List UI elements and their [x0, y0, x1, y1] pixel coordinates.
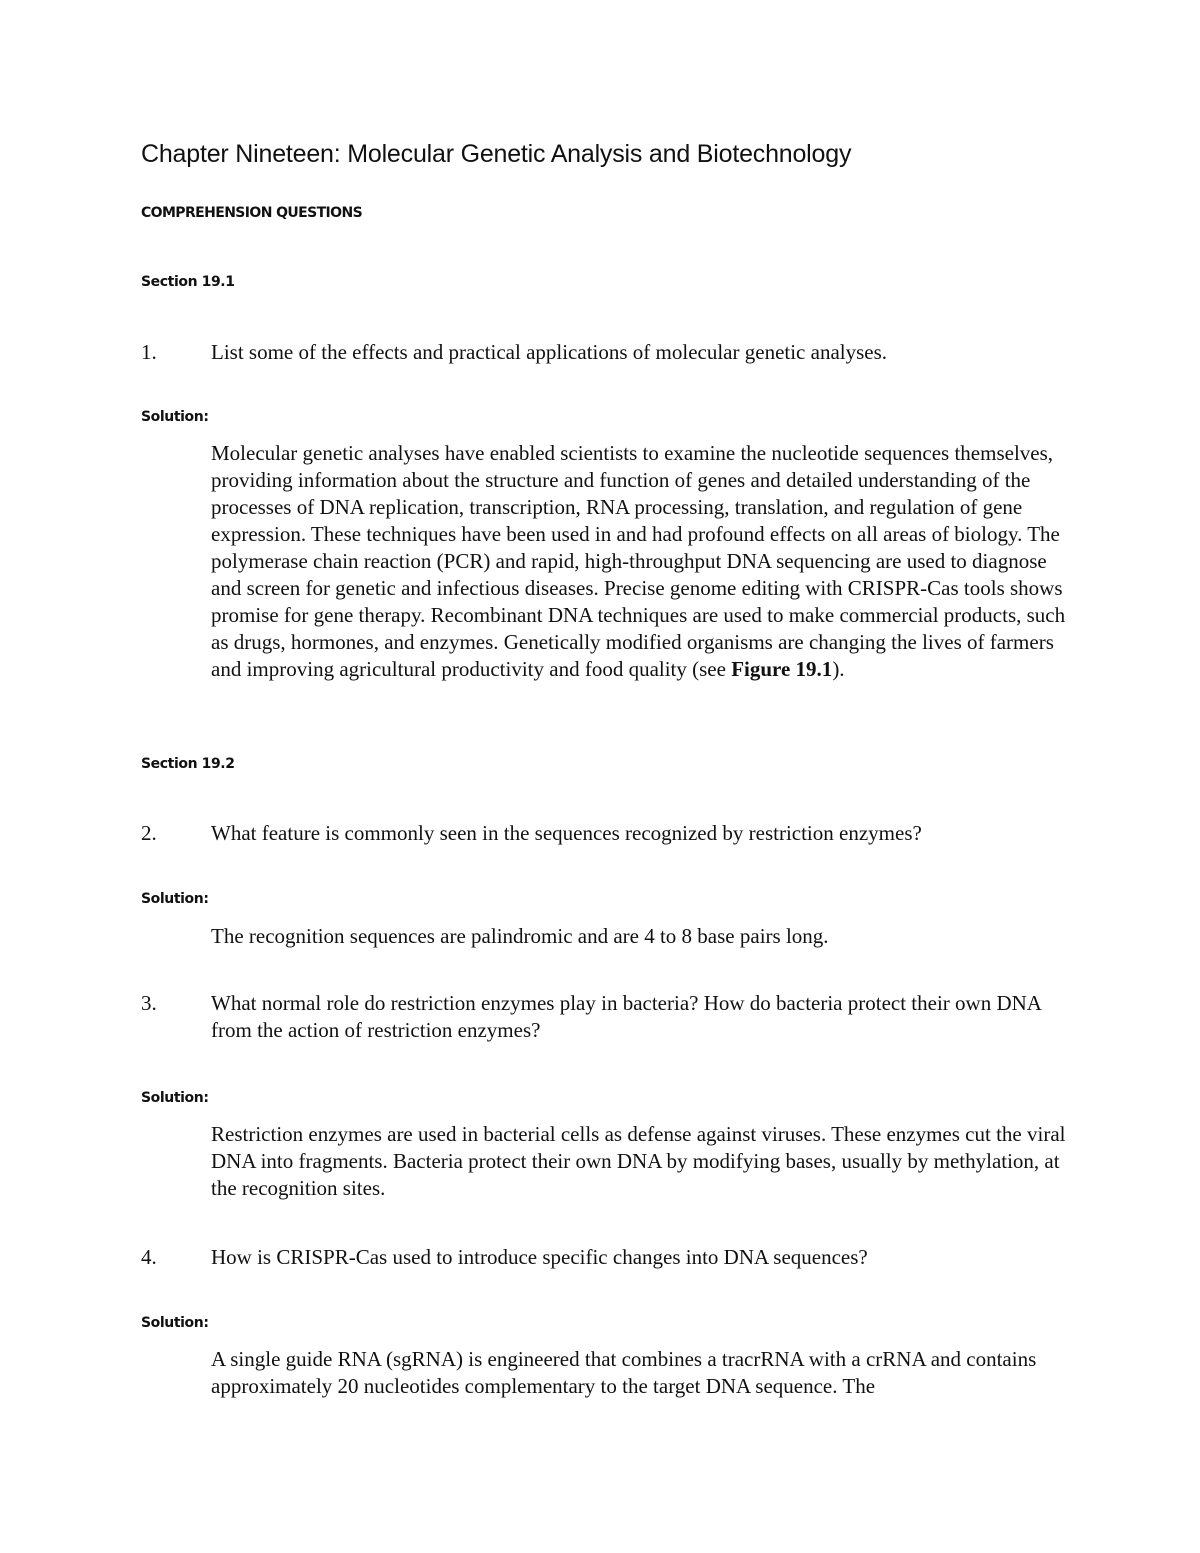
solution-1-text-end: ). — [832, 657, 845, 681]
section-19-2-label: Section 19.2 — [141, 756, 235, 772]
solution-2-label: Solution: — [141, 891, 209, 907]
solution-2-text: The recognition sequences are palindromic and are 4 to 8 base pairs long. — [211, 924, 829, 948]
solution-3-text: Restriction enzymes are used in bacterial cells as defense against viruses. These enzymes cut the viral DNA into fragments. Bacteria protect their own DNA by modifying bases, usually by methylation, at the recognition sites. — [211, 1122, 1066, 1200]
solution-3-label: Solution: — [141, 1090, 209, 1106]
solution-1-text — [211, 440, 1071, 683]
question-3-text: What normal role do restriction enzymes play in bacteria? How do bacteria protect their own DNA from the action of restriction enzymes? — [211, 991, 1041, 1042]
comprehension-questions-heading: COMPREHENSION QUESTIONS — [141, 205, 363, 221]
question-1-text: List some of the effects and practical applications of molecular genetic analyses. — [211, 340, 888, 364]
chapter-title: Chapter Nineteen: Molecular Genetic Analysis and Biotechnology — [141, 140, 852, 168]
solution-4-label: Solution: — [141, 1315, 209, 1331]
question-4-text: How is CRISPR-Cas used to introduce specific changes into DNA sequences? — [211, 1245, 868, 1269]
question-2-text: What feature is commonly seen in the sequences recognized by restriction enzymes? — [211, 821, 922, 845]
section-19-1-label: Section 19.1 — [141, 274, 235, 290]
question-1-number: 1. — [141, 340, 157, 364]
question-4-number: 4. — [141, 1245, 157, 1269]
solution-1-label: Solution: — [141, 409, 209, 425]
solution-1-text-main: Molecular genetic analyses have enabled scientists to examine the nucleotide sequences themselves, providing information about the structure and function of genes and detailed understanding of the processes of DNA replication, transcription, RNA processing, translation, and regulation of gene expression. These techniques have been used in and had profound effects on all areas of biology. The polymerase chain reaction (PCR) and rapid, high-throughput DNA sequencing are used to diagnose and screen for genetic and infectious diseases. Precise genome editing with CRISPR-Cas tools shows promise for gene therapy. Recombinant DNA techniques are used to make commercial products, such as drugs, hormones, and enzymes. Genetically modified organisms are changing the lives of farmers and improving agricultural productivity and food quality (see — [211, 441, 1066, 681]
figure-19-1-reference: Figure 19.1 — [731, 657, 833, 681]
question-2-number: 2. — [141, 821, 157, 845]
question-3-number: 3. — [141, 991, 157, 1015]
solution-4-text: A single guide RNA (sgRNA) is engineered that combines a tracrRNA with a crRNA and contains approximately 20 nucleotides complementary to the target DNA sequence. The — [211, 1347, 1037, 1398]
